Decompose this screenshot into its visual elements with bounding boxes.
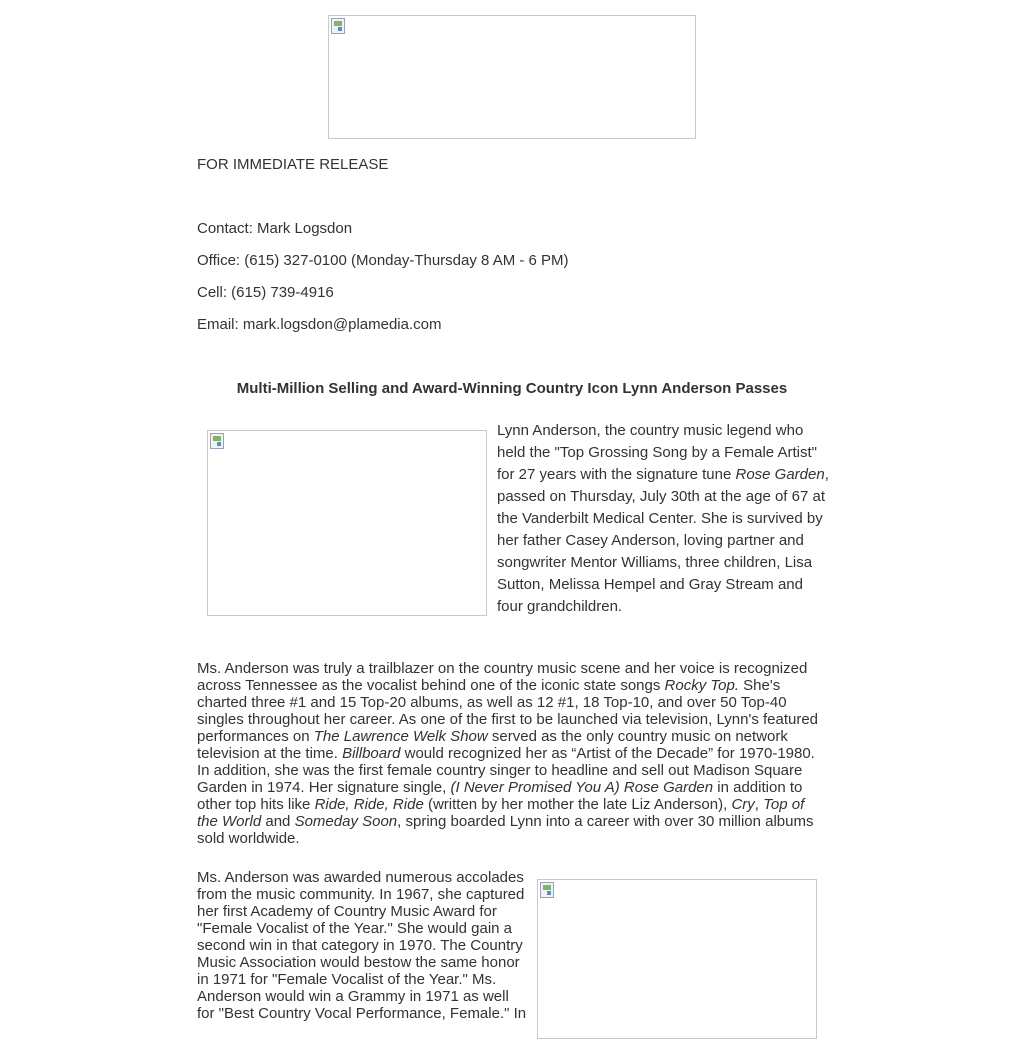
contact-cell: Cell: (615) 739-4916 <box>197 284 334 301</box>
contact-office: Office: (615) 327-0100 (Monday-Thursday 8 AM - 6 PM) <box>197 252 569 269</box>
song-title: Top of the World <box>197 796 805 830</box>
broken-image-icon <box>331 18 345 34</box>
song-title: (I Never Promised You A) Rose Garden <box>450 779 714 796</box>
paragraph-awards: Ms. Anderson was awarded numerous accolades from the music community. In 1967, she captured her first Academy of Country Music Award for "Female Vocalist of the Year." She would gain a second win in that category in 1970. The Country Music Association would bestow the same honor in 1971 for "Female Vocalist of the Year." Ms. Anderson would win a Grammy in 1971 as well for "Best Country Vocal Performance, Female." In <box>197 869 527 1022</box>
header-logo-image <box>328 15 696 139</box>
broken-image-icon <box>210 433 224 449</box>
release-label: FOR IMMEDIATE RELEASE <box>197 156 389 173</box>
contact-email[interactable]: Email: mark.logsdon@plamedia.com <box>197 316 442 333</box>
press-headline: Multi-Million Selling and Award-Winning Country Icon Lynn Anderson Passes <box>236 380 788 397</box>
broken-image-icon <box>540 882 554 898</box>
song-title: Rocky Top. <box>664 677 739 694</box>
song-title: Ride, Ride, Ride <box>314 796 424 813</box>
song-title: Rose Garden <box>735 466 825 483</box>
paragraph-intro: Lynn Anderson, the country music legend who held the "Top Grossing Song by a Female Artist" for 27 years with the signature tune Rose Garden, passed on Thursday, July 30th at the age of 67 at the Vanderbilt Medical Center. She is survived by her father Casey Anderson, loving partner and songwriter Mentor Williams, three children, Lisa Sutton, Melissa Hempel and Gray Stream and four grandchildren. <box>497 422 829 615</box>
artist-photo <box>207 430 487 616</box>
show-title: The Lawrence Welk Show <box>313 728 488 745</box>
song-title: Someday Soon <box>294 813 398 830</box>
contact-name: Contact: Mark Logsdon <box>197 220 353 237</box>
song-title: Cry <box>731 796 755 813</box>
publication-title: Billboard <box>342 745 401 762</box>
paragraph-career: Ms. Anderson was truly a trailblazer on the country music scene and her voice is recognized across Tennessee as the vocalist behind one of the iconic state songs Rocky Top. She's charted three #1 and 15 Top-20 albums, as well as 12 #1, 18 Top-10, and over 50 Top-40 singles throughout her career. As one of the first to be launched via television, Lynn's featured performances on The Lawrence Welk Show served as the only country music on network television at the time. Billboard would recognized her as “Artist of the Decade” for 1970-1980. In addition, she was the first female country singer to headline and sell out Madison Square Garden in 1974. Her signature single, (I Never Promised You A) Rose Garden in addition to other top hits like Ride, Ride, Ride (written by her mother the late Liz Anderson), Cry, Top of the World and Someday Soon, spring boarded Lynn into a career with over 30 million albums sold worldwide. <box>197 660 819 847</box>
award-photo <box>537 879 817 1039</box>
